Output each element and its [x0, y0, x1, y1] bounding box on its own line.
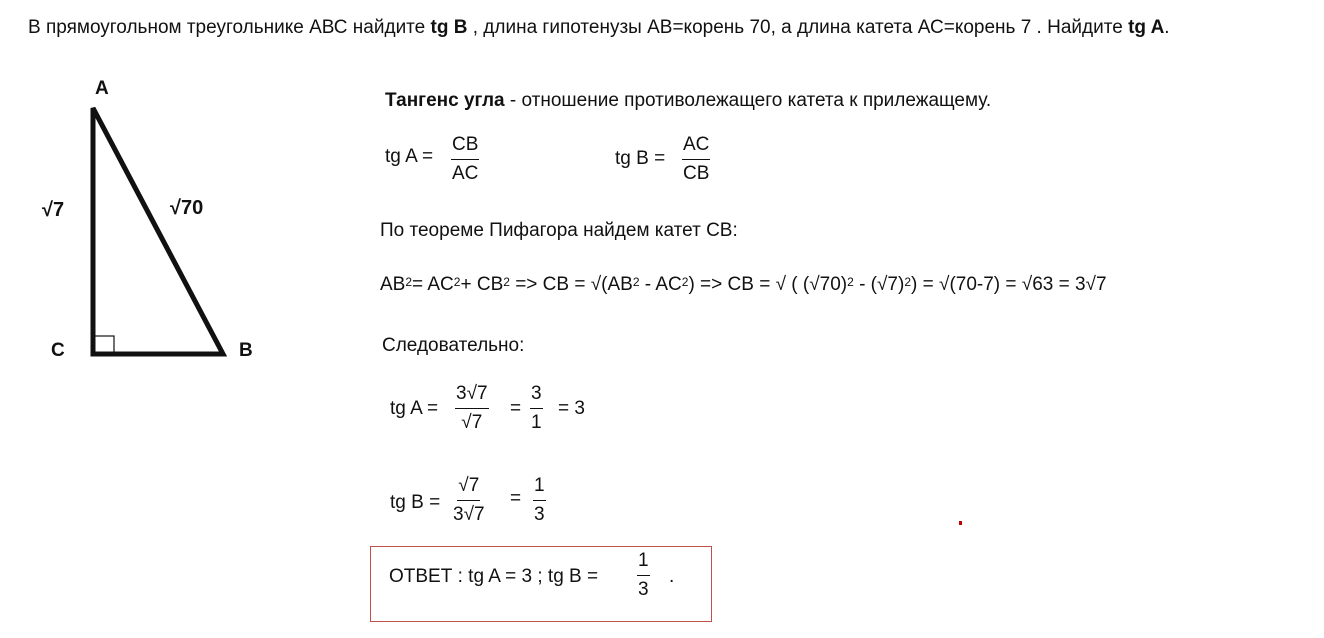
- tgb-formula-num: AC: [682, 133, 710, 160]
- side-ab-label: √70: [170, 197, 204, 219]
- tga-result-num-2: 3: [530, 382, 543, 409]
- tga-result-fraction-2: [530, 382, 543, 435]
- tga-result-num-1: 3√7: [455, 382, 489, 409]
- vertex-a-label: A: [95, 78, 109, 99]
- tgb-result-fraction-1: [453, 474, 485, 527]
- eq-part-6: ) => CB = √ ( (√70): [688, 274, 848, 295]
- answer-den: 3: [638, 579, 649, 600]
- exp-7: 2: [904, 275, 912, 289]
- tgb-result-den-1: 3√7: [453, 504, 485, 525]
- side-ac-label: √7: [42, 199, 65, 221]
- exp-5: 2: [681, 275, 689, 289]
- tga-result-label: tg A =: [390, 398, 439, 419]
- problem-text-2: , длина гипотенузы АВ=корень 70, а длина катета АС=корень 7 . Найдите: [467, 17, 1129, 38]
- eq-part-2: = AC: [412, 274, 454, 295]
- tgb-formula-fraction: [682, 133, 710, 186]
- answer-num: 1: [637, 549, 650, 576]
- triangle-shape: [93, 108, 223, 354]
- red-dot: [959, 521, 962, 525]
- exp-3: 2: [503, 275, 510, 289]
- tgb-formula-den: CB: [683, 163, 710, 184]
- tgb-result-den-2: 3: [534, 504, 545, 525]
- eq-part-4: => CB = √(AB: [509, 274, 633, 295]
- tangent-definition: [385, 90, 991, 112]
- tgb-formula-label: tg B =: [615, 148, 666, 169]
- tga-result-den-1: √7: [461, 412, 483, 433]
- vertex-b-label: B: [239, 340, 253, 361]
- tgb-result-num-2: 1: [533, 474, 546, 501]
- conclusion-label: Следовательно:: [382, 335, 525, 356]
- tga-formula-label: tg A =: [385, 146, 434, 167]
- definition-text: - отношение противолежащего катета к прилежащему.: [504, 90, 992, 111]
- tga-formula-num: CB: [451, 133, 479, 160]
- eq-part-3: + CB: [460, 274, 504, 295]
- answer-text: ОТВЕТ : tg A = 3 ; tg B =: [389, 566, 599, 587]
- tgb-result-num-1: √7: [457, 474, 480, 501]
- tgb-result-fraction-2: [533, 474, 546, 527]
- problem-text-3: .: [1164, 17, 1170, 38]
- exp-6: 2: [847, 275, 854, 289]
- answer-fraction: [637, 549, 650, 602]
- exp-4: 2: [632, 275, 640, 289]
- tgb-result-eq: =: [510, 488, 522, 509]
- tga-formula-fraction: [451, 133, 479, 186]
- eq-part-8: ) = √(70-7) = √63 = 3√7: [911, 274, 1107, 295]
- vertex-c-label: C: [51, 340, 65, 361]
- eq-part-1: AB: [380, 274, 406, 295]
- answer-end: .: [669, 566, 675, 587]
- problem-text-1: В прямоугольном треугольнике АВС найдите: [28, 17, 431, 38]
- definition-term: Тангенс угла: [385, 90, 505, 111]
- exp-1: 2: [405, 275, 413, 289]
- eq-part-7: - (√7): [853, 274, 905, 295]
- tga-result-fraction-1: [455, 382, 489, 435]
- problem-bold-tga: tg A: [1128, 17, 1165, 38]
- exp-2: 2: [453, 275, 461, 289]
- right-angle-mark: [93, 336, 114, 354]
- pythagoras-intro: По теореме Пифагора найдем катет СВ:: [380, 220, 738, 241]
- eq-part-5: - AC: [639, 274, 682, 295]
- tga-formula-den: AC: [452, 163, 479, 184]
- tgb-result-label: tg B =: [390, 492, 441, 513]
- tga-result-eq: =: [510, 398, 522, 419]
- pythagoras-equation: [380, 274, 1107, 296]
- problem-bold-tgb: tg B: [430, 17, 468, 38]
- tga-result-den-2: 1: [531, 412, 542, 433]
- tga-result-value: = 3: [558, 398, 585, 419]
